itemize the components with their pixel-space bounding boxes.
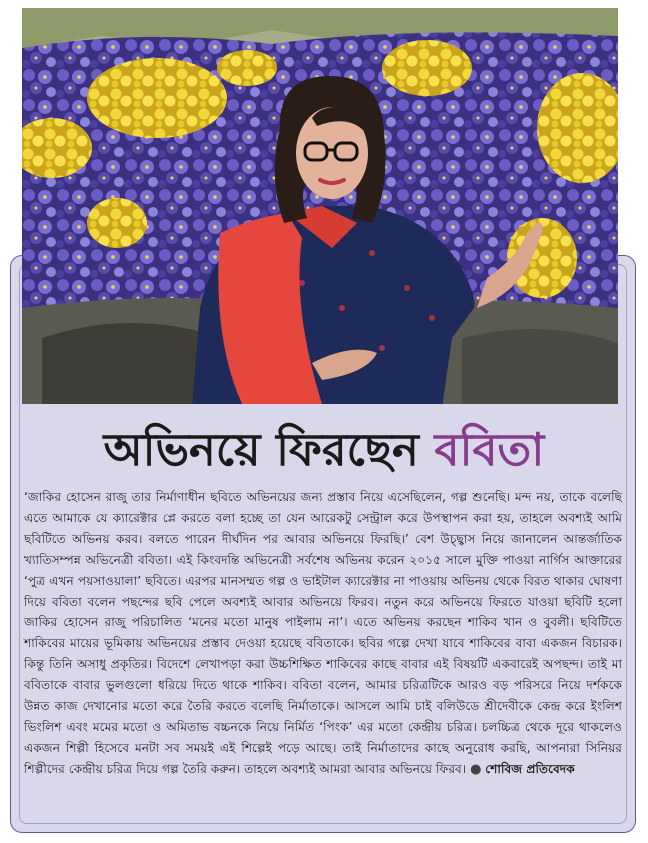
article-body <box>24 487 622 781</box>
headline <box>20 418 628 482</box>
headline-part-2: ববিতা <box>434 423 545 476</box>
article-photo <box>22 8 618 404</box>
article-body-text: ‘জাকির হোসেন রাজু তার নির্মাণাধীন ছবিতে অভিনয়ের জন্য প্রস্তাব নিয়ে এসেছিলেন, গল্প শুনেছি। মন্দ নয়, তাকে বলেছি এতে আমাকে যে ক্যারেক্টার প্লে করতে বলা হচ্ছে তা যেন আরেকটু সেন্ট্রাল করে উপস্থাপন করা হয়, তাহলে অবশ্যই আমি ছবিটিতে অভিনয় করব। বলতে পারেন দীর্ঘদিন পর আবার অভিনয়ে ফিরছি।’ বেশ উচ্ছ্বাস নিয়ে জানালেন আন্তর্জাতিক খ্যাতিসম্পন্ন অভিনেত্রী ববিতা। এই কিংবদন্তি অভিনেত্রী সর্বশেষ অভিনয় করেন ২০১৫ সালে মুক্তি পাওয়া নার্গিস আক্তারের ‘পুত্র এখন পয়সাওয়ালা’ ছবিতে। এরপর মানসম্মত গল্প ও ভাইটাল ক্যারেক্টার না পাওয়ায় অভিনয় থেকে বিরত থাকার ঘোষণা দিয়ে ববিতা বলেন পছন্দের ছবি পেলে অবশ্যই আবার অভিনয়ে ফিরব। নতুন করে অভিনয়ে ফিরতে যাওয়া ছবিটি হলো জাকির হোসেন রাজু পরিচালিত ‘মনের মতো মানুষ পাইলাম না’। এতে অভিনয় করছেন শাকিব খান ও বুবলী। ছবিটিতে শাকিবের মায়ের ভূমিকায় অভিনয়ের প্রস্তাব দেওয়া হয়েছে ববিতাকে। ছবির গল্পে দেখা যাবে শাকিবের বাবা একজন বিচারক। কিন্তু তিনি অসাধু প্রকৃতির। বিদেশে লেখাপড়া করা উচ্চশিক্ষিত শাকিবের কাছে বাবার এই বিষয়টি একবারেই অপছন্দ। তাই মা ববিতাকে বাবার ভুলগুলো ধরিয়ে দিতে থাকে শাকিব। ববিতা বলেন, আমার চরিত্রটিকে আরও বড় পরিসরে নিয়ে দর্শককে উন্নত কাজ দেখানোর মতো করে তৈরি করতে বলেছি নির্মাতাকে। আসলে আমি চাই বলিউডে শ্রীদেবীকে কেন্দ্র করে ইংলিশ ভিংলিশ এবং মমের মতো ও অমিতাভ বচ্চনকে নিয়ে নির্মিত ‘পিংক’ এর মতো কেন্দ্রীয় চরিত্র। চলচ্চিত্র থেকে দূরে থাকলেও একজন শিল্পী হিসেবে মনটা সব সময়ই এই শিল্পেই পড়ে আছে। তাই নির্মাতাদের কাছে অনুরোধ করছি, আপনারা সিনিয়র শিল্পীদের কেন্দ্রীয় চরিত্র দিয়ে গল্প তৈরি করুন। তাহলে অবশ্যই আমরা আবার অভিনয়ে ফিরব। <box>24 490 622 776</box>
headline-part-1: অভিনয়ে ফিরছেন <box>103 423 419 476</box>
byline: শোবিজ প্রতিবেদক <box>485 761 575 776</box>
byline-marker: ● <box>470 761 482 777</box>
